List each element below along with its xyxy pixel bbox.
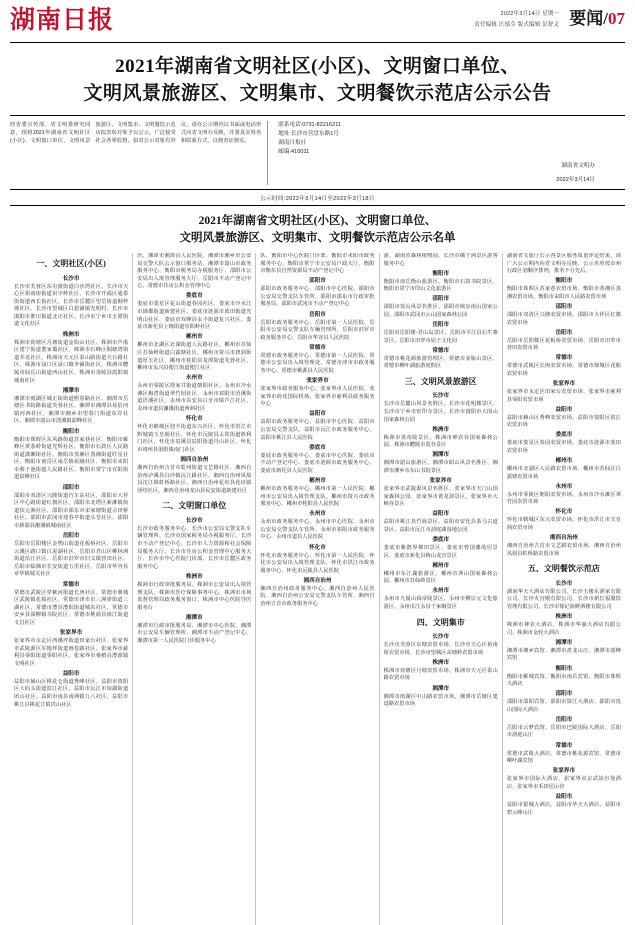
list-entry: 常德市武陵区穿紫河街道长庚社区、常德市鼎城区武陵镇花船社区、常德市津市市三洲驿街道三湖社区、常德市澧县澧阳街道城东社区、常德市安乡县深柳镇书院社区、常德市桃源县漳江街道文昌社区 bbox=[14, 589, 129, 626]
list-entry: 岳阳市岳阳楼区花板桥农贸市场、岳阳市汨罗市营田农贸市场 bbox=[506, 337, 622, 352]
list-entry: 张家界市永定区西溪坪街道田家台社区、张家界市武陵源区军地坪街道画卷路社区、张家界市慈利县零阳街道零阳社区、张家界市桑植县澧源镇文明社区 bbox=[14, 637, 129, 667]
list-entry: 邵阳市双清区兴隆街道汽车站社区、邵阳市大祥区中心路街道红旗社区、邵阳市北塔区新滩镇街道状元洲社区、邵阳市邵东市宋家塘街道佘田桥社区、邵阳市武冈市迎春亭街道头堂社区、邵阳市新邵县酿溪镇城南社区 bbox=[14, 492, 129, 529]
section-name: 要闻 bbox=[569, 9, 604, 28]
masthead bbox=[10, 6, 625, 43]
list-entry: 衡阳市珠晖区苏家巷农贸市场、衡阳市蒸湘区蒸湘农贸市场、衡阳市耒阳市人民路农贸市场 bbox=[506, 286, 622, 300]
city-heading: 常德市 bbox=[309, 344, 326, 351]
city-heading: 岳阳市 bbox=[555, 716, 573, 723]
section-label bbox=[569, 6, 625, 30]
list-entry: 张家界市国际大酒店、张家界市京武铂尔曼酒店、张家界市禾田居山谷 bbox=[506, 776, 622, 790]
signature-date: 2022年3月14日 bbox=[556, 177, 595, 183]
notice-contact bbox=[268, 121, 625, 185]
city-heading: 岳阳市 bbox=[309, 311, 326, 318]
city-heading: 湘潭市 bbox=[432, 685, 450, 692]
list-entry: 永州市政务服务中心、永州市中心医院、永州市公安局交警支队车管所、永州市祁阳市政务服务中心、永州市道县人民医院 bbox=[260, 519, 375, 541]
list-title-line-2: 文明风景旅游区、文明集市、文明餐饮示范店公示名单 bbox=[179, 232, 456, 244]
city-heading: 张家界市 bbox=[552, 381, 576, 388]
contact-postcode: 邮编:410011 bbox=[278, 149, 310, 155]
list-entry: 湖南华天大酒店有限公司、长沙玉楼东酒家有限公司、长沙火宫殿有限公司、长沙市新长福餐饮管理有限公司、长沙市徐记海鲜酒楼有限公司 bbox=[506, 588, 622, 611]
list-entry: 郴州市政务服务中心、郴州市第一人民医院、郴州市公安局出入境管理支队、郴州市资兴市政务服务中心、郴州市桂阳县人民医院 bbox=[260, 485, 375, 508]
article-column bbox=[133, 253, 256, 925]
list-entry: 株洲市荷塘区月塘农贸市场、株洲市天元区泰山路农贸市场 bbox=[383, 667, 498, 682]
list-entry: 怀化市政务服务中心、怀化市第一人民医院、怀化市公安局出入境管理支队、怀化市洪江市政务服务中心、怀化市沅陵县人民医院 bbox=[260, 552, 375, 574]
city-heading: 长沙市 bbox=[432, 393, 450, 400]
city-heading: 常德市 bbox=[555, 742, 573, 749]
list-title bbox=[10, 206, 625, 253]
list-entry: 湖南省文旅厅公示各景区服务质量评定结果，请广大公示期内向省文明办反映。公示名单按市州行政区划顺序排列，排名不分先后。 bbox=[506, 253, 622, 275]
city-heading: 张家界市 bbox=[59, 629, 83, 636]
headline-line-2: 文明风景旅游区、文明集市、文明餐饮示范店公示公告 bbox=[83, 83, 552, 104]
city-heading: 湘潭市 bbox=[555, 639, 573, 646]
city-heading: 长沙市 bbox=[185, 517, 203, 524]
section-heading: 三、文明风景旅游区 bbox=[404, 376, 477, 386]
section-heading: 五、文明餐饮示范店 bbox=[527, 564, 600, 574]
list-entry: 湘西自治州吉首市文艺路农贸市场、湘西自治州凤凰县虹桥路农贸市场 bbox=[506, 543, 622, 557]
city-heading: 衡阳市 bbox=[62, 428, 80, 435]
list-entry: 株洲市行政审批服务局、株洲市公安局出入境管理支队、株洲市医疗保障事务中心、株洲市市场监督管理局政务服务窗口、株洲市中心医院导医服务台 bbox=[137, 581, 252, 611]
headline-line-1: 2021年湖南省文明社区(小区)、文明窗口单位、 bbox=[115, 56, 520, 77]
list-entry: 永州市九嶷山舜帝陵景区、永州市柳宗元文化旅游区、永州市江永县千家峒景区 bbox=[383, 596, 498, 611]
city-heading: 湘潭市 bbox=[62, 387, 80, 394]
section-separator: / bbox=[603, 9, 608, 28]
city-heading: 株洲市 bbox=[555, 614, 573, 621]
city-heading: 郴州市 bbox=[432, 562, 450, 569]
list-entry: 队、衡阳市中心医院门诊部、衡阳市耒阳市政务服务中心、衡阳市常宁市公安局户政大厅、衡阳市衡东县自然资源局不动产登记中心 bbox=[260, 253, 375, 275]
city-heading: 张家界市 bbox=[552, 768, 576, 775]
city-heading: 株洲市 bbox=[432, 426, 450, 433]
headline-block bbox=[10, 43, 625, 116]
article-column bbox=[256, 253, 379, 925]
newspaper-logo: 湖南日报 bbox=[10, 7, 115, 34]
list-entry: 益阳市赫山区秀峰农贸市场、益阳市资阳区滨江农贸市场 bbox=[506, 414, 622, 429]
notice-row bbox=[10, 116, 625, 190]
list-entry: 湘潭市雨湖区城正街街道熙春路社区、湘潭市岳塘区书院路街道芙蓉社区、湘潭市湘潭县易俗河镇河西社区、湘潭市湘乡市望春门街道东岸社区、湘潭市韶山市清溪镇韶峰社区 bbox=[14, 395, 129, 425]
list-entry: 衡阳市雁城宾馆、衡阳市南岳宾馆、衡阳市珠晖大酒店 bbox=[506, 673, 622, 688]
list-entry: 怀化市鹤城区东兴农贸市场、怀化市洪江市玉皇阁农贸市场 bbox=[506, 517, 622, 532]
article-columns bbox=[10, 253, 625, 925]
list-entry: 益阳市桃江县竹海景区、益阳市安化县茶马古道景区、益阳市沅江市洞庭湖湿地公园 bbox=[383, 519, 498, 533]
city-heading: 邵阳市 bbox=[62, 484, 80, 491]
list-entry: 邵阳市双清区兴隆农贸市场、邵阳市大祥区红旗农贸市场 bbox=[506, 311, 622, 326]
city-heading: 益阳市 bbox=[432, 511, 450, 518]
list-entry: 永州市零陵区徐家井街道朝阳社区、永州市冷水滩区梅湾街道翠竹园社区、永州市祁阳市浯溪街道浯溪社区、永州市东安县白牙市镇芦江社区、永州市道县濂溪街道西洲社区 bbox=[137, 383, 252, 412]
city-heading: 张家界市 bbox=[306, 378, 329, 385]
article-column bbox=[503, 253, 625, 925]
list-entry: 岳阳市岳阳楼·君山岛景区、岳阳市平江县石牛寨景区、岳阳市汨罗市屈子文化园 bbox=[383, 330, 498, 344]
contact-address: 地址:长沙市营盘东路1号 bbox=[278, 131, 339, 137]
city-heading: 湘西自治州 bbox=[303, 577, 332, 584]
list-entry: 娄底市娄星区春园农贸市场、娄底市涟源市蓝田农贸市场 bbox=[506, 440, 622, 454]
city-heading: 湘潭市 bbox=[432, 452, 450, 459]
city-heading: 衡阳市 bbox=[555, 665, 573, 672]
list-title-line-1: 2021年湖南省文明社区(小区)、文明窗口单位、 bbox=[198, 215, 437, 227]
list-entry: 长沙市芙蓉区东屯渡街道白沙湾社区、长沙市天心区裕南街街道识字岭社区、长沙市开福区通泰街街道西长街社区、长沙市岳麓区望岳街道桐梓坡社区、长沙市望城区白箬铺镇光明村、长沙市浏阳市淮川街道北正社区、长沙市宁乡市玉潭街道文化社区 bbox=[14, 283, 129, 328]
list-entry: 湘西自治州吉首市乾州街道文艺路社区、湘西自治州泸溪县白沙镇沅江路社区、湘西自治州凤凰县沱江镇虹桥路社区、湘西自治州花垣县花垣镇团结社区、湘西自治州龙山县民安街道新建社区 bbox=[137, 464, 252, 494]
city-heading: 郴州市 bbox=[309, 477, 326, 484]
city-heading: 郴州市 bbox=[555, 458, 573, 465]
city-heading: 永州市 bbox=[309, 511, 326, 518]
list-entry: 郴州市北湖区人民路农贸市场、郴州市苏仙区白露塘农贸市场 bbox=[506, 466, 622, 480]
list-entry: 株洲市荷塘区月塘街道金钩山社区、株洲市芦淞区建宁街道董家塅社区、株洲市石峰区铜塘湾街道井龙社区、株洲市天元区泰山路街道天台路社区、株洲市渌口区渌口镇伞铺街社区、株洲市醴陵市仙岳山街道西山社区、株洲市炎陵县霞阳镇城南社区 bbox=[14, 339, 129, 384]
city-heading: 邵阳市 bbox=[432, 296, 450, 303]
city-heading: 常德市 bbox=[62, 581, 80, 588]
page-number: 07 bbox=[608, 9, 625, 28]
notice-period: 公示时间:2022年3月14日至2022年3月18日 bbox=[10, 190, 625, 206]
list-entry: 湘潭市雨湖区中山路农贸市场、湘潭市岳塘区建设路农贸市场 bbox=[383, 693, 498, 708]
city-heading: 株洲市 bbox=[62, 331, 80, 338]
city-heading: 株洲市 bbox=[185, 573, 203, 580]
list-entry: 常德市武陵大酒店、常德市桃花源宾馆、常德市柳叶湖宾馆 bbox=[506, 750, 622, 765]
list-entry: 长沙市政务服务中心、长沙市公安局交警支队车辆管理所、长沙市国家税务局办税服务厅、长沙市不动产登记中心、长沙市人力资源和社会保障局服务大厅、长沙市住房公积金管理中心服务大厅、长沙市中心医院门诊部、长沙市岳麓区政务服务中心 bbox=[137, 525, 252, 570]
city-heading: 娄底市 bbox=[309, 444, 326, 451]
city-heading: 衡阳市 bbox=[432, 270, 450, 277]
list-entry: 娄底市紫鹊界梯田景区、娄底市曾国藩故居景区、娄底市新化县梅山龙宫景区 bbox=[383, 545, 498, 559]
city-heading: 邵阳市 bbox=[555, 303, 573, 310]
list-entry: 邵阳市邵阳宾馆、邵阳市资江大酒店、邵阳市崀山国际大酒店 bbox=[506, 699, 622, 713]
section-heading: 四、文明集市 bbox=[416, 617, 465, 627]
list-entry: 益阳市政务服务中心、益阳市中心医院、益阳市公安局交警支队、益阳市沅江市政务服务中心、益阳市桃江县人民医院 bbox=[260, 419, 375, 441]
list-entry: 张家界市政务服务中心、张家界市人民医院、张家界市荷花国际机场、张家界市慈利县政务服务中心 bbox=[260, 386, 375, 408]
list-entry: 娄底市政务服务中心、娄底市中心医院、娄底市不动产登记中心、娄底市涟源市政务服务中心、娄底市新化县人民医院 bbox=[260, 452, 375, 474]
list-entry: 湘西自治州政务服务中心、湘西自治州人民医院、湘西自治州公安局交警支队车管所、湘西自治州吉首市政务服务中心 bbox=[260, 585, 375, 607]
city-heading: 怀化市 bbox=[185, 416, 203, 423]
list-entry: 永州市零陵区朝阳农贸市场、永州市冷水滩区翠竹园农贸市场 bbox=[506, 491, 622, 506]
city-heading: 永州市 bbox=[555, 483, 573, 490]
list-entry: 常德市政务服务中心、常德市第一人民医院、常德市公安局出入境管理处、常德市津市市政务服务中心、常德市桃源县人民医院 bbox=[260, 352, 375, 375]
list-entry: 常德市武陵区长庚农贸市场、常德市鼎城区花船农贸市场 bbox=[506, 363, 622, 377]
list-entry: 岳阳市政务服务中心、岳阳市第一人民医院、岳阳市公安局交警支队车辆管理所、岳阳市汨罗市政务服务中心、岳阳市华容县人民医院 bbox=[260, 319, 375, 341]
contact-phone: 联系电话:0731-82216211 bbox=[278, 122, 342, 128]
list-entry: 益阳市银城大酒店、益阳市华天大酒店、益阳市碧云峰山庄 bbox=[506, 801, 622, 816]
list-entry: 医、湘潭市湘潭县人民医院、湘潭市湘乡市公安局交警大队公示窗口服务站、湘潭市韶山市政务服务中心、衡阳市税务局办税服务厅、邵阳市公安局出入境管理服务大厅、岳阳市不动产登记中心、常德市住房公积金管理中心 bbox=[137, 253, 252, 290]
city-heading: 常德市 bbox=[555, 355, 573, 362]
city-heading: 岳阳市 bbox=[555, 329, 573, 336]
city-heading: 株洲市 bbox=[432, 659, 450, 666]
city-heading: 怀化市 bbox=[555, 509, 573, 516]
publication-date: 2022年3月14日 星期一 bbox=[500, 11, 560, 17]
section-heading: 二、文明窗口单位 bbox=[162, 501, 227, 511]
city-heading: 邵阳市 bbox=[309, 278, 326, 285]
list-entry: 游、湖南省森林植物园、长沙市橘子洲景区游客服务中心 bbox=[383, 253, 498, 267]
city-heading: 娄底市 bbox=[432, 537, 450, 544]
list-entry: 邵阳市政务服务中心、邵阳市中心医院、邵阳市公安局交警支队车管所、邵阳市邵东市行政审批服务局、邵阳市武冈市不动产登记中心 bbox=[260, 286, 375, 308]
list-entry: 湘潭市湘乡宾馆、湘潭市盘龙山庄、湘潭市韶峰宾馆 bbox=[506, 647, 622, 662]
city-heading: 湘潭市 bbox=[185, 614, 203, 621]
city-heading: 益阳市 bbox=[309, 411, 326, 418]
city-heading: 郴州市 bbox=[185, 334, 203, 341]
city-heading: 娄底市 bbox=[185, 293, 203, 300]
signature-org: 湖南省文明办 bbox=[561, 163, 595, 169]
city-heading: 娄底市 bbox=[555, 432, 573, 439]
notice-body: 经省委宣传部、省文明委研究同意，现将2021年湖南省文明社区(小区)、文明窗口单位、文明风景旅游区、文明集市、文明餐饮示范店拟表彰对象予以公示，广泛接受社会各界监督。如对公示对象有异议，请在公示期内以书面或电话形式向省文明办反映，并署真实姓名和联系方式，以便查证核实。 bbox=[10, 121, 268, 185]
city-heading: 益阳市 bbox=[555, 406, 573, 413]
contact-org: 湖南日报社 bbox=[278, 140, 307, 146]
city-heading: 长沙市 bbox=[432, 634, 450, 641]
list-entry: 怀化市鹤城区迎丰街道东兴社区、怀化市洪江市黔城镇玉皇阁社区、怀化市沅陵县太常街道胜利门社区、怀化市辰溪县辰阳街道丹山社区、怀化市靖州县渠阳镇南门社区 bbox=[137, 424, 252, 453]
city-heading: 长沙市 bbox=[555, 580, 573, 587]
list-entry: 常德市桃花源旅游管理区、常德市壶瓶山景区、常德市柳叶湖旅游度假区 bbox=[383, 355, 498, 370]
masthead-meta bbox=[114, 6, 569, 28]
section-heading: 一、文明社区(小区) bbox=[36, 259, 106, 268]
article-column bbox=[10, 253, 133, 925]
city-heading: 邵阳市 bbox=[555, 691, 573, 698]
list-entry: 益阳市赫山区桃花仑街道秀峰社区、益阳市资阳区大码头街道滨江社区、益阳市沅江市琼湖街道团山社区、益阳市南县南洲镇九八社区、益阳市桃江县桃花江镇洪山社区 bbox=[14, 678, 129, 708]
list-entry: 张家界市武陵源风景名胜区、张家界市天门山国家森林公园、张家界市黄龙洞景区、张家界市大峡谷景区 bbox=[383, 486, 498, 508]
list-entry: 长沙市芙蓉区东塘农贸市场、长沙市天心区裕南街农贸市场、长沙市望城区高塘岭农贸市场 bbox=[383, 642, 498, 656]
city-heading: 湘西自治州 bbox=[549, 535, 578, 542]
city-heading: 常德市 bbox=[432, 347, 450, 354]
article-column bbox=[380, 253, 503, 925]
city-heading: 湘西自治州 bbox=[180, 456, 209, 463]
list-entry: 衡阳市南岳衡山旅游区、衡阳市石鼓书院景区、衡阳市常宁市印山文化旅游区 bbox=[383, 278, 498, 293]
city-heading: 永州市 bbox=[185, 375, 203, 382]
city-heading: 永州市 bbox=[432, 588, 450, 595]
list-entry: 岳阳市云梦宾馆、岳阳市巴陵国际大酒店、岳阳市洞庭山庄 bbox=[506, 724, 622, 739]
list-entry: 株洲市炎帝陵景区、株洲市神农谷国家森林公园、株洲市醴陵市瓷谷景区 bbox=[383, 434, 498, 449]
list-entry: 衡阳市珠晖区东风路街道苏家巷社区、衡阳市雁峰区黄茶岭街道光辉社区、衡阳市石鼓区人民路街道潇湘街社区、衡阳市蒸湘区蒸湘街道红星社区、衡阳市南岳区南岳镇祝融社区、衡阳市耒阳市蔡子池街道人民路社区、衡阳市常宁市宜阳街道泉峰社区 bbox=[14, 436, 129, 481]
city-heading: 张家界市 bbox=[429, 478, 452, 485]
editor-credits: 责任编辑 匡郁芬 版式编辑 彭舒文 bbox=[474, 22, 560, 28]
city-heading: 益阳市 bbox=[555, 793, 573, 800]
list-entry: 湘潭市行政审批服务局、湘潭市中心医院、湘潭市公安局车辆管理所、湘潭市不动产登记中心、湘潭市第一人民医院门诊服务中心 bbox=[137, 622, 252, 644]
city-heading: 岳阳市 bbox=[432, 322, 450, 329]
city-heading: 岳阳市 bbox=[62, 533, 80, 540]
list-entry: 郴州市东江湖旅游区、郴州市莽山国家森林公园、郴州市苏仙岭景区 bbox=[383, 570, 498, 585]
city-heading: 怀化市 bbox=[309, 544, 326, 551]
list-entry: 邵阳市崀山风景名胜区、邵阳市城步南山国家公园、邵阳市武冈市云山国家森林公园 bbox=[383, 304, 498, 318]
city-heading: 长沙市 bbox=[62, 275, 80, 282]
list-entry: 长沙市岳麓山风景名胜区、长沙市花明楼景区、长沙市宁乡市密印寺景区、长沙市浏阳市大围山国家森林公园 bbox=[383, 401, 498, 423]
city-heading: 益阳市 bbox=[62, 670, 80, 677]
city-heading: 衡阳市 bbox=[555, 278, 573, 285]
list-entry: 湘潭市韶山旅游区、湘潭市昭山风景名胜区、湘潭市湘乡市东山书院景区 bbox=[383, 460, 498, 474]
list-entry: 娄底市娄星区花山街道春园社区、娄底市冷水江市锑都街道新建社区、娄底市涟源市蓝田街道光明山社区、娄底市双峰县永丰街道复兴社区、娄底市新化县上梅街道崇阳岭社区 bbox=[137, 301, 252, 331]
list-entry: 张家界市永定区田家台农贸市场、张家界市慈利县零阳农贸市场 bbox=[506, 389, 622, 403]
list-entry: 郴州市北湖区北湖街道人民路社区、郴州市苏仙区苏仙岭街道白露塘社区、郴州市资兴市唐洞街道厚玉社区、郴州市桂阳县龙潭街道芙蓉社区、郴州市永兴县便江街道便江社区 bbox=[137, 342, 252, 372]
list-entry: 株洲市神农大酒店、株洲市华丽大酒店有限公司、株洲市金轮大酒店 bbox=[506, 622, 622, 636]
list-entry: 岳阳市岳阳楼区金鹗山街道花板桥社区、岳阳市云溪区路口镇白泥湖社区、岳阳市君山区柳林洲街道沿江社区、岳阳市汨罗市归义镇营田社区、岳阳市临湘市长安街道五里社区、岳阳市华容县章华镇城关社区 bbox=[14, 541, 129, 578]
